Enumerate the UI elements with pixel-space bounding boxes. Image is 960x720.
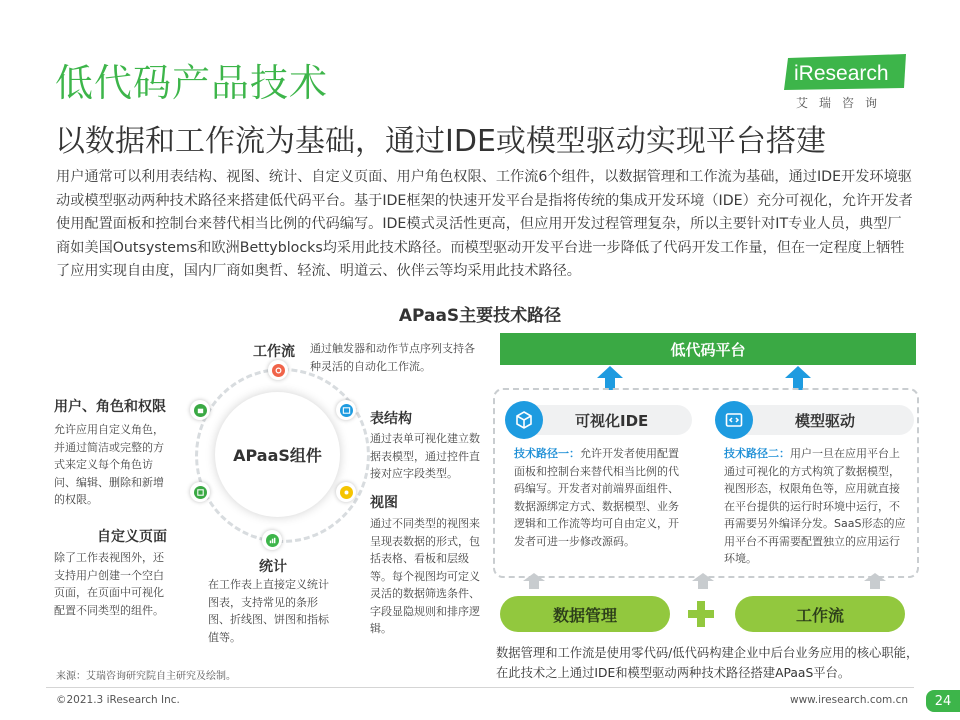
- workflow-desc: 通过触发器和动作节点序列支持各种灵活的自动化工作流。: [310, 342, 475, 373]
- roles-node: [190, 400, 210, 420]
- up-arrow-icon: [692, 573, 714, 589]
- custom-page-node: [190, 482, 210, 502]
- model-route-bar: [730, 405, 914, 435]
- workflow-title: 工作流: [253, 344, 295, 360]
- diagram-title: APaaS主要技术路径: [398, 306, 562, 326]
- source-note: 来源：艾瑞咨询研究院自主研究及绘制。: [56, 671, 236, 682]
- workflow-node: [268, 360, 288, 380]
- view-node-icon: [340, 486, 353, 499]
- custom-page-title: 自定义页面: [97, 529, 167, 545]
- logo-cn-text: 艾瑞咨询: [796, 96, 889, 110]
- data-management-block: 数据管理: [500, 596, 670, 632]
- stats-node: [262, 530, 282, 550]
- code-window-icon: [715, 401, 753, 439]
- model-route-desc: [724, 445, 910, 568]
- page-number: 24: [926, 690, 960, 712]
- table-node: [336, 400, 356, 420]
- up-arrow-icon: [597, 366, 623, 390]
- workflow-node-icon: [272, 364, 285, 377]
- workflow-block: 工作流: [735, 596, 905, 632]
- ide-route-title: 可视化IDE: [575, 411, 649, 430]
- page-title: 低代码产品技术: [55, 61, 329, 105]
- ide-route-tag: 技术路径一：: [514, 447, 580, 460]
- model-route-text: 用户一旦在应用平台上通过可视化的方式构筑了数据模型，视图形态，权限角色等，应用就直接在平台提供的运行时环境中运行，不再需要另外编译分发。SaaS形态的应用平台不再需要配置独立的应用运行环境。: [724, 447, 906, 565]
- up-arrow-icon: [864, 573, 886, 589]
- hub-label: APaaS组件: [233, 446, 322, 465]
- page-subtitle: 以数据和工作流为基础，通过IDE或模型驱动实现平台搭建: [55, 124, 826, 159]
- ide-route-text: 允许开发者使用配置面板和控制台来替代相当比例的代码编写。开发者对前端界面组件、数据源绑定方式、数据模型、业务逻辑和工作流等均可自由定义，开发者可进一步修改源码。: [514, 447, 679, 548]
- stats-desc: 在工作表上直接定义统计图表，支持常见的条形图、折线图、饼图和指标值等。: [208, 578, 329, 644]
- view-desc: 通过不同类型的视图来呈现表数据的形式，包括表格、看板和层级等。每个视图均可定义灵活的数据筛选条件、字段显隐规则和排序逻辑。: [370, 517, 480, 635]
- iresearch-logo: [780, 52, 915, 112]
- view-node: [336, 482, 356, 502]
- low-code-platform-bar: 低代码平台: [500, 333, 916, 365]
- up-arrow-icon: [523, 573, 545, 589]
- roles-node-icon: [194, 404, 207, 417]
- custom-page-desc: 除了工作表视图外，还支持用户创建一个空白页面，在页面中可视化配置不同类型的组件。: [54, 551, 164, 617]
- stats-node-icon: [266, 534, 279, 547]
- ide-route-bar: [520, 405, 692, 435]
- view-title: 视图: [370, 495, 398, 511]
- roles-title: 用户、角色和权限: [54, 399, 166, 415]
- table-node-icon: [340, 404, 353, 417]
- plus-icon: [686, 599, 716, 629]
- model-route-title: 模型驱动: [795, 411, 856, 430]
- logo-brand-text: iResearch: [794, 62, 889, 85]
- apaas-hub: [215, 392, 340, 517]
- copyright: ©2021.3 iResearch Inc.: [56, 694, 180, 706]
- table-title: 表结构: [370, 411, 412, 427]
- roles-desc: 允许应用自定义角色，并通过简洁或完整的方式来定义每个角色访问、编辑、删除和新增的权限。: [54, 423, 164, 506]
- table-desc: 通过表单可视化建立数据表模型，通过控件直接对应字段类型。: [370, 432, 480, 480]
- website-link: www.iresearch.com.cn: [790, 694, 909, 706]
- architecture-note: 数据管理和工作流是使用零代码/低代码构建企业中后台业务应用的核心职能，在此技术之上通过IDE和模型驱动两种技术路径搭建APaaS平台。: [496, 646, 919, 680]
- ide-route-desc: [514, 445, 688, 550]
- custom-page-node-icon: [194, 486, 207, 499]
- cube-icon: [505, 401, 543, 439]
- intro-paragraph: 用户通常可以利用表结构、视图、统计、自定义页面、用户角色权限、工作流6个组件，以数据管理和工作流为基础，通过IDE开发环境驱动或模型驱动两种技术路径来搭建低代码平台。基于IDE框架的快速开发平台是指将传统的集成开发环境（IDE）充分可视化，允许开发者使用配置面板和控制台来替代相当比例的代码编写。IDE模式灵活性更高，但应用开发过程管理复杂，所以主要针对IT专业人员，典型厂商如美国Outsystems和欧洲Bettyblocks均采用此技术路径。而模型驱动开发平台进一步降低了代码开发工作量，但在一定程度上牺牲了应用实现自由度，国内厂商如奥哲、轻流、明道云、伙伴云等均采用此技术路径。: [56, 169, 913, 280]
- model-route-tag: 技术路径二：: [724, 447, 790, 460]
- footer-divider: [46, 687, 914, 688]
- stats-title: 统计: [259, 559, 287, 575]
- logo-mark: [780, 52, 908, 92]
- up-arrow-icon: [785, 366, 811, 390]
